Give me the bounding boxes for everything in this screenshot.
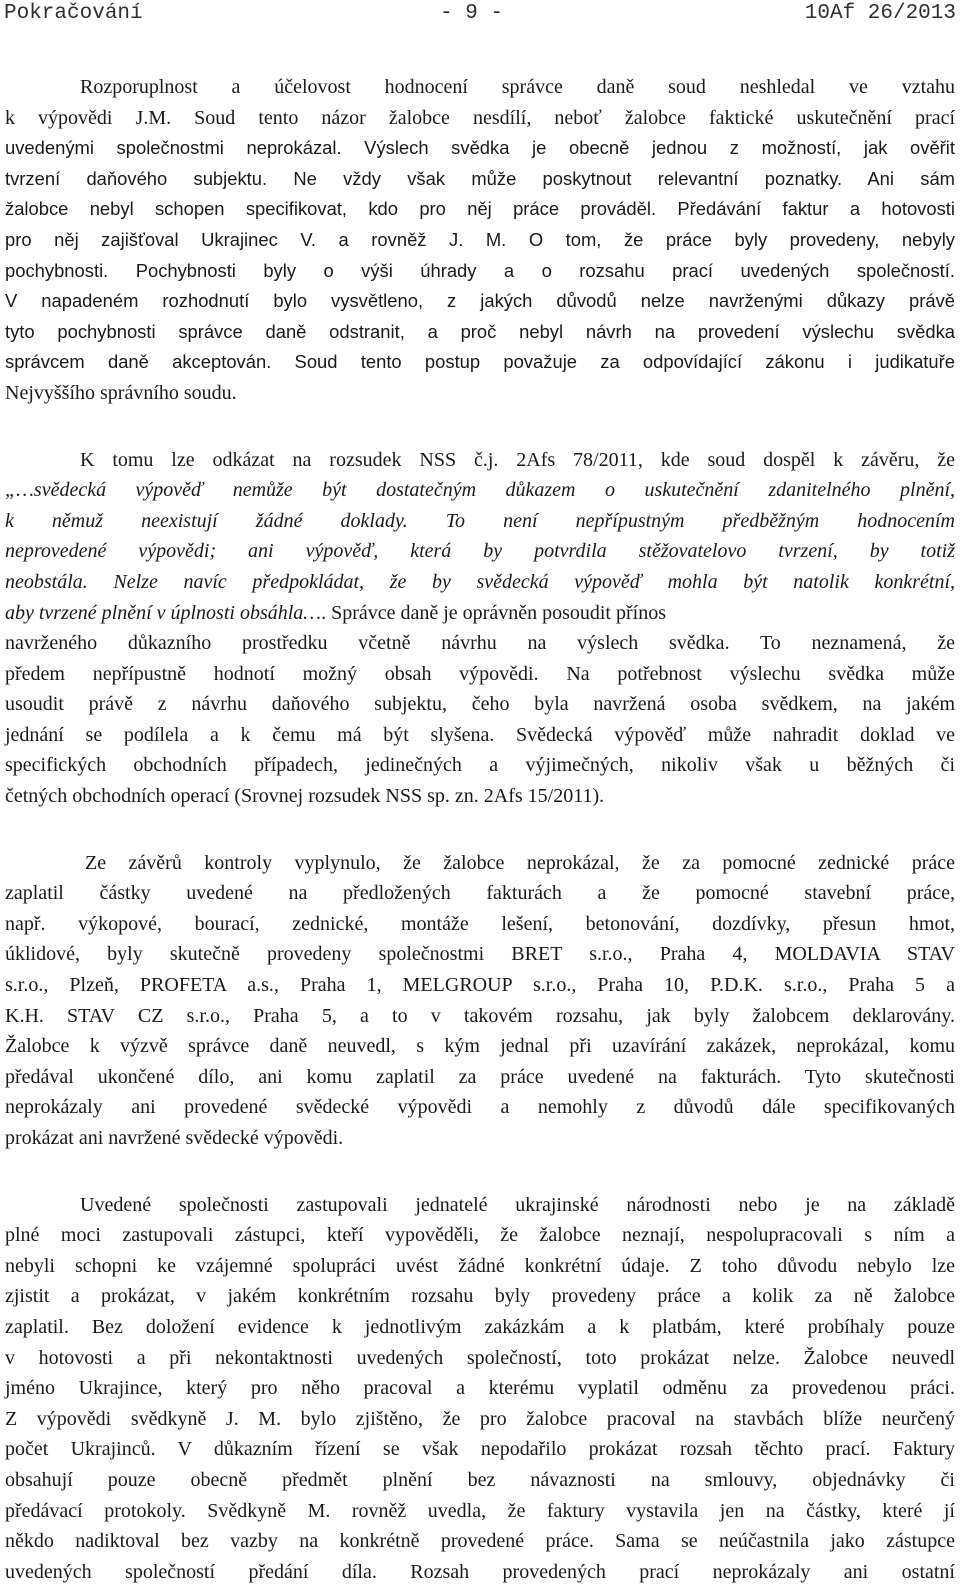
quoted-text-line: „…svědecká výpověď nemůže být dostatečným důkazem o uskutečnění zdanitelného plnění, (5, 479, 955, 502)
text-line: Uvedené společnosti zastupovali jednatelé ukrajinské národnosti nebo je na základě (80, 1193, 955, 1216)
text-line: nebyli schopni ke vzájemné spolupráci uvést žádné konkrétní údaje. Z toho důvodu nebylo lze (5, 1254, 955, 1277)
text-line: plné moci zastupovali zástupci, kteří vypověděli, že žalobce neznají, nespolupracovali s ním a (5, 1224, 955, 1247)
text-line: navrženého důkazního prostředku včetně návrhu na výslech svědka. To neznamená, že (5, 632, 955, 655)
text-line: Žalobce k výzvě správce daně neuvedl, s kým jednal při uzavírání zakázek, neprokázal, komu (5, 1035, 955, 1058)
text-line: Z výpovědi svědkyně J. M. bylo zjištěno, že pro žalobce pracoval na stavbách blíže neurčený (5, 1407, 955, 1430)
text-line: úklidové, byly skutečně provedeny společnostmi BRET s.r.o., Praha 4, MOLDAVIA STAV (5, 943, 955, 966)
text-line: tvrzení daňového subjektu. Ne vždy však může poskytnout relevantní poznatky. Ani sám (5, 167, 955, 189)
text-line: zaplatil částky uvedené na předložených fakturách a že pomocné stavební práce, (5, 882, 955, 905)
document-body (5, 72, 955, 1587)
quoted-text-line: k němuž neexistují žádné doklady. To není nepřípustným předběžným hodnocením (5, 509, 955, 532)
text-line: správcem daně akceptován. Soud tento postup považuje za odpovídající zákonu i judikatuře (5, 351, 955, 373)
paragraph-1 (5, 72, 955, 409)
text-line: četných obchodních operací (Srovnej rozsudek NSS sp. zn. 2Afs 15/2011). (5, 785, 605, 808)
text-line (5, 598, 955, 629)
text-line: zaplatil. Bez doložení evidence k jednotlivým zakázkám a k platbám, které probíhaly pouze (5, 1315, 955, 1338)
header-continuation-label: Pokračování (4, 2, 143, 25)
text-line: Rozporuplnost a účelovost hodnocení správce daně soud neshledal ve vztahu (80, 76, 955, 98)
text-line: s.r.o., Plzeň, PROFETA a.s., Praha 1, MELGROUP s.r.o., Praha 10, P.D.K. s.r.o., Praha 5 a (5, 974, 955, 997)
text-line: k výpovědi J.M. Soud tento názor žalobce nesdílí, neboť žalobce faktické uskutečnění prací (5, 106, 955, 129)
text-line: předem nepřípustně hodnotí možný obsah výpovědi. Na potřebnost výslechu svědka může (5, 662, 955, 685)
header-page-number: - 9 - (440, 2, 504, 25)
text-line: prokázat ani navržené svědecké výpovědi. (5, 1127, 344, 1149)
text-line: jméno Ukrajince, který pro něho pracoval a kterému vyplatil odměnu za provedenou práci. (5, 1377, 955, 1400)
paragraph-4 (5, 1190, 955, 1587)
text-line: K tomu lze odkázat na rozsudek NSS č.j. 2Afs 78/2011, kde soud dospěl k závěru, že (80, 448, 955, 471)
text-line: K.H. STAV CZ s.r.o., Praha 5, a to v takovém rozsahu, jak byly žalobcem deklarovány. (5, 1004, 955, 1027)
page-header (4, 2, 956, 30)
text-line: neprokázaly ani provedené svědecké výpovědi a nemohly z důvodů dále specifikovaných (5, 1096, 955, 1119)
text-line: v hotovosti a při nekontaktnosti uvedených společností, toto prokázat nelze. Žalobce neuvedl (5, 1346, 955, 1369)
quoted-text-line: neobstála. Nelze navíc předpokládat, že by svědecká výpověď mohla být natolik konkrétní, (5, 570, 955, 593)
text-line: předávací protokoly. Svědkyně M. rovněž uvedla, že faktury vystavila jen na částky, které jí (5, 1499, 955, 1522)
text-line: specifických obchodních případech, jedinečných a výjimečných, nikoliv však u běžných či (5, 754, 955, 777)
text-line: Nejvyššího správního soudu. (5, 381, 237, 404)
paragraph-3 (5, 848, 955, 1154)
text-line: někdo nadiktoval bez vazby na konkrétně provedené práce. Sama se neúčastnila jako zástupce (5, 1530, 955, 1553)
text-line: např. výkopové, bourací, zednické, montáže lešení, betonování, dozdívky, přesun hmot, (5, 912, 955, 935)
text-line: V napadeném rozhodnutí bylo vysvětleno, z jakých důvodů nelze navrženými důkazy právě (5, 290, 955, 312)
quoted-text-end: aby tvrzené plnění v úplnosti obsáhla… (5, 601, 322, 624)
text-continuation: . Správce daně je oprávněn posoudit přínos (321, 601, 666, 624)
header-case-number: 10Af 26/2013 (804, 2, 956, 25)
paragraph-2 (5, 445, 955, 812)
text-line: pro něj zajišťoval Ukrajinec V. a rovněž J. M. O tom, že práce byly provedeny, nebyly (5, 228, 955, 250)
text-line: uvedenými společnostmi neprokázal. Výslech svědka je obecně jednou z možností, jak ověřit (5, 137, 955, 159)
text-line: žalobce nebyl schopen specifikovat, kdo pro něj práce prováděl. Předávání faktur a hotovosti (5, 198, 955, 220)
text-line: obsahují pouze obecně předmět plnění bez návaznosti na smlouvy, objednávky či (5, 1468, 955, 1491)
quoted-text-line: neprovedené výpovědi; ani výpověď, která by potvrdila stěžovatelovo tvrzení, by totiž (5, 540, 955, 563)
text-line: pochybnosti. Pochybnosti byly o výši úhrady a o rozsahu prací uvedených společností. (5, 259, 955, 281)
text-line: zjistit a prokázat, v jakém konkrétním rozsahu byly provedeny práce a kolik za ně žalobce (5, 1285, 955, 1308)
text-line: jednání se podílela a k čemu má být slyšena. Svědecká výpověď může nahradit doklad ve (5, 723, 955, 746)
text-line: tyto pochybnosti správce daně odstranit, a proč nebyl návrh na provedení výslechu svědka (5, 320, 955, 342)
text-line: Ze závěrů kontroly vyplynulo, že žalobce neprokázal, že za pomocné zednické práce (85, 851, 955, 874)
text-line: předával ukončené dílo, ani komu zaplatil za práce uvedené na fakturách. Tyto skutečnosti (5, 1065, 955, 1088)
text-line: počet Ukrajinců. V důkazním řízení se však nepodařilo prokázat rozsah těchto prací. Faktury (5, 1438, 955, 1461)
text-line: uvedených společností předání díla. Rozsah provedených prací neprokázaly ani ostatní (5, 1560, 955, 1583)
text-line: usoudit právě z návrhu daňového subjektu, čeho byla navržená osoba svědkem, na jakém (5, 693, 955, 716)
